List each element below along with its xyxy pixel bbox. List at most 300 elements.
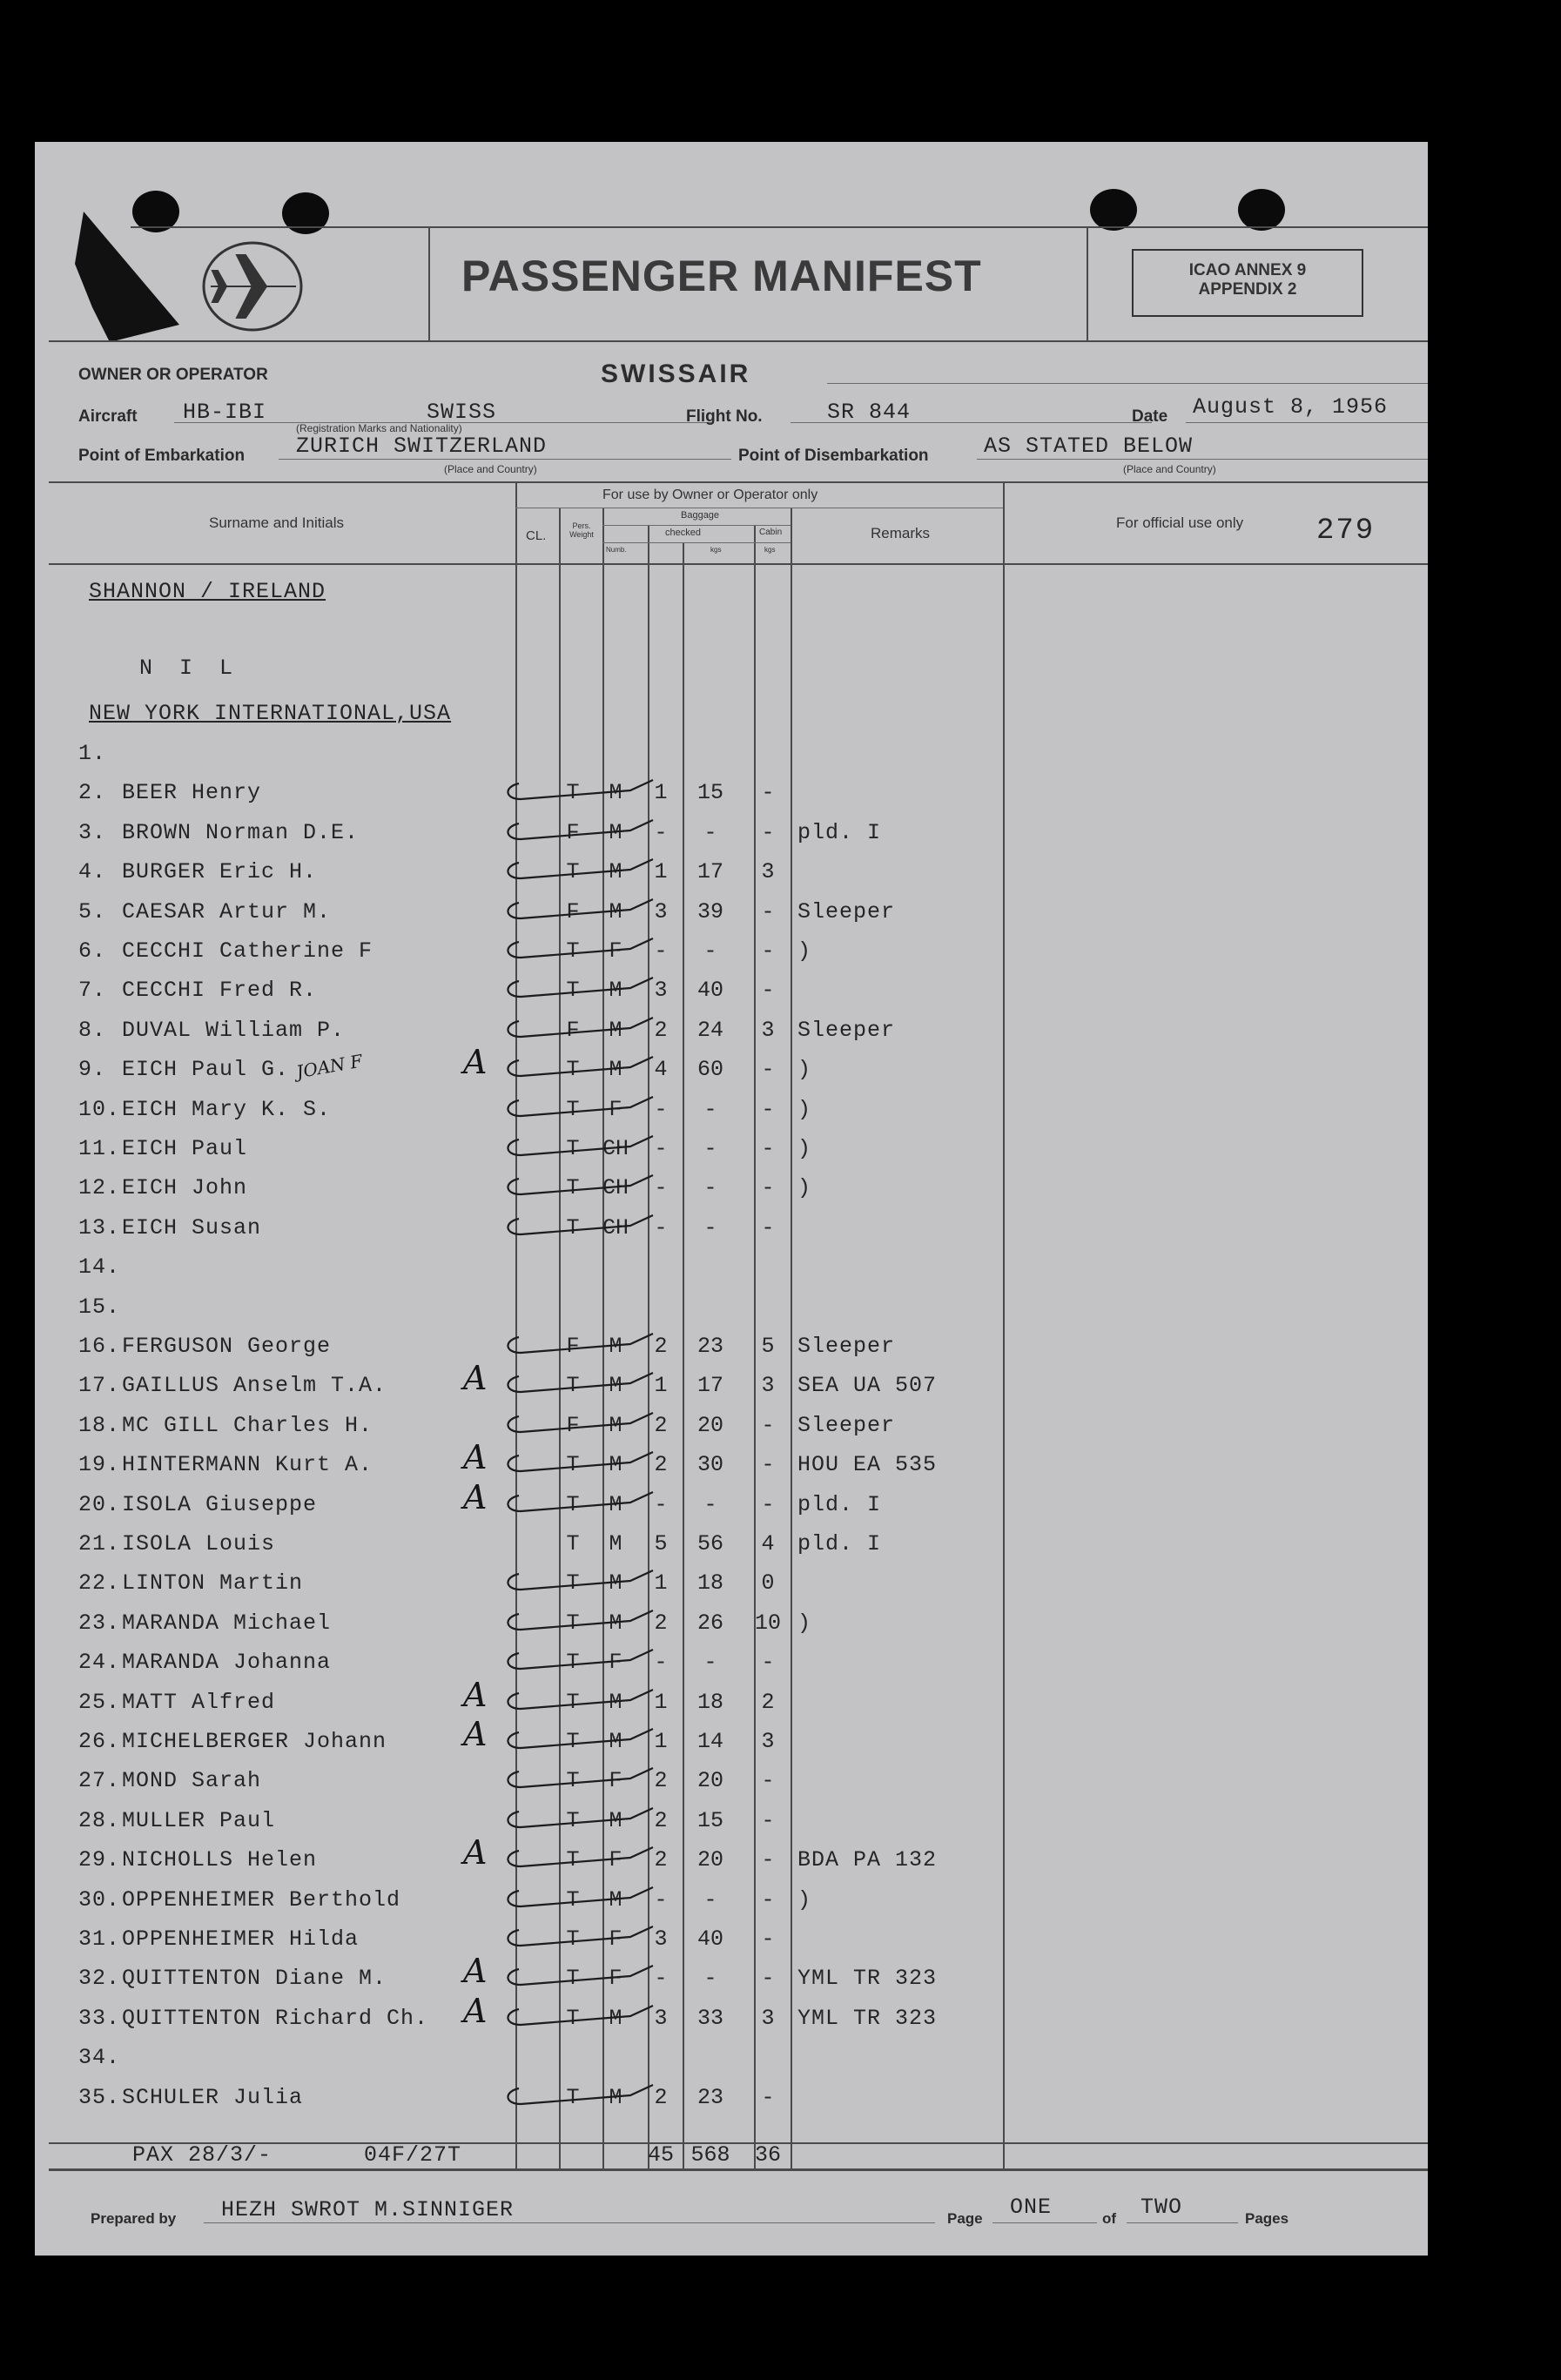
bag-count-cell: 1: [654, 780, 668, 806]
row-number: 23.: [78, 1610, 121, 1636]
cabin-cell: -: [761, 1966, 775, 1992]
bag-kgs-cell: 23: [696, 1334, 723, 1359]
row-number: 22.: [78, 1570, 121, 1597]
pers-weight-cell: M: [609, 1689, 622, 1715]
passenger-name: EICH Paul G.: [122, 1057, 290, 1083]
row-number: 34.: [78, 2045, 121, 2071]
remarks-cell: Sleeper: [797, 1017, 896, 1043]
row-number: 24.: [78, 1650, 121, 1676]
owner-use-header: For use by Owner or Operator only: [602, 487, 818, 502]
icao-annex-box: [1132, 249, 1363, 317]
row-number: 35.: [78, 2084, 121, 2110]
tick-mark-icon: [500, 1921, 656, 1956]
bag-kgs-cell: 17: [696, 1373, 723, 1399]
official-use-header: For official use only: [1116, 514, 1244, 531]
bag-kgs-cell: 18: [696, 1689, 723, 1715]
tick-mark-icon: [500, 1882, 656, 1917]
row-number: 5.: [78, 898, 107, 924]
fill-line: [1186, 422, 1428, 423]
tick-mark-icon: [500, 854, 656, 889]
bag-kgs-cell: -: [703, 1096, 717, 1122]
row-number: 26.: [78, 1729, 121, 1754]
bag-kgs-cell: 33: [696, 2005, 723, 2031]
pers-weight-cell: M: [609, 1057, 622, 1083]
handwritten-correction: JOAN F: [294, 1050, 365, 1083]
row-number: 29.: [78, 1847, 121, 1873]
row-number: 14.: [78, 1254, 121, 1281]
cabin-cell: 3: [761, 1729, 775, 1754]
row-number: 12.: [78, 1175, 121, 1201]
class-cell: T: [566, 938, 580, 964]
bag-kgs-cell: -: [703, 1966, 717, 1992]
tick-mark-icon: [500, 1447, 656, 1482]
bag-count-total: 45: [647, 2142, 674, 2168]
remarks-cell: ): [797, 1886, 812, 1913]
row-number: 1.: [78, 741, 107, 766]
cabin-cell: -: [761, 780, 775, 806]
date-value: August 8, 1956: [1193, 394, 1389, 420]
pers-weight-cell: F: [609, 938, 622, 964]
class-cell: T: [566, 978, 580, 1004]
row-number: 20.: [78, 1491, 121, 1517]
passenger-name: EICH John: [122, 1175, 248, 1201]
row-number: 11.: [78, 1136, 121, 1161]
cabin-cell: -: [761, 1847, 775, 1873]
class-cell: T: [566, 780, 580, 806]
bag-kgs-cell: 24: [696, 1017, 723, 1043]
row-number: 17.: [78, 1373, 121, 1399]
embark-place-note: (Place and Country): [444, 463, 537, 475]
passenger-name: MARANDA Johanna: [122, 1650, 332, 1676]
header-rule: [131, 226, 1428, 228]
official-number: 279: [1316, 514, 1376, 548]
passenger-name: SCHULER Julia: [122, 2084, 304, 2110]
pers-weight-cell: CH: [602, 1214, 629, 1240]
punch-hole: [1238, 189, 1285, 231]
bag-count-cell: 2: [654, 1334, 668, 1359]
baggage-header: Baggage: [681, 510, 720, 521]
prepared-by-label: Prepared by: [91, 2210, 177, 2227]
row-number: 32.: [78, 1966, 121, 1992]
cabin-cell: -: [761, 1886, 775, 1913]
class-cell: T: [566, 1057, 580, 1083]
bag-kgs-cell: 15: [696, 780, 723, 806]
handwritten-a-mark: A: [463, 1991, 488, 2030]
pers-weight-cell: F: [609, 1926, 622, 1952]
bag-count-cell: 2: [654, 1847, 668, 1873]
cabin-cell: -: [761, 1650, 775, 1676]
tick-mark-icon: [500, 1960, 656, 1995]
bag-count-cell: 2: [654, 1807, 668, 1833]
bag-count-cell: 1: [654, 1729, 668, 1754]
section-nil: N I L: [139, 656, 240, 681]
cabin-cell: -: [761, 978, 775, 1004]
passenger-name: MOND Sarah: [122, 1768, 262, 1794]
class-cell: T: [566, 1214, 580, 1240]
pers-weight-cell: CH: [602, 1136, 629, 1161]
bag-kgs-cell: -: [703, 1175, 717, 1201]
bag-kgs-cell: 40: [696, 1926, 723, 1952]
pers-weight-cell: M: [609, 1886, 622, 1913]
passenger-name: BURGER Eric H.: [122, 859, 318, 885]
handwritten-a-mark: A: [463, 1952, 488, 1991]
row-number: 21.: [78, 1531, 121, 1556]
handwritten-a-mark: A: [463, 1043, 488, 1082]
pers-weight-cell: M: [609, 1452, 622, 1478]
bag-count-cell: -: [654, 1650, 668, 1676]
bag-kgs-cell: 40: [696, 978, 723, 1004]
passenger-name: EICH Susan: [122, 1214, 262, 1240]
bag-count-cell: -: [654, 1491, 668, 1517]
tick-mark-icon: [500, 1487, 656, 1522]
pers-weight-cell: M: [609, 1531, 622, 1556]
passenger-name: ISOLA Louis: [122, 1531, 276, 1556]
class-cell: T: [566, 1175, 580, 1201]
handwritten-a-mark: A: [463, 1477, 488, 1516]
class-cell: T: [566, 2084, 580, 2110]
bag-count-cell: -: [654, 1214, 668, 1240]
cabin-cell: 2: [761, 1689, 775, 1715]
passenger-name: LINTON Martin: [122, 1570, 304, 1597]
class-cell: T: [566, 1452, 580, 1478]
table-bottom-rule: [49, 2168, 1428, 2171]
tick-mark-icon: [500, 1724, 656, 1758]
bag-kgs-total: 568: [690, 2142, 730, 2168]
bag-count-cell: -: [654, 819, 668, 845]
header-rule: [49, 340, 1428, 342]
bag-count-cell: 2: [654, 1017, 668, 1043]
passenger-name: BROWN Norman D.E.: [122, 819, 360, 845]
row-number: 4.: [78, 859, 107, 885]
class-cell: T: [566, 1926, 580, 1952]
pers-weight-header: Pers. Weight: [569, 521, 594, 539]
fill-line: [204, 2222, 935, 2223]
bag-kgs-cell: 20: [696, 1412, 723, 1438]
passenger-name: MATT Alfred: [122, 1689, 276, 1715]
pers-weight-cell: M: [609, 1334, 622, 1359]
remarks-cell: pld. I: [797, 819, 882, 845]
embarkation-label: Point of Embarkation: [78, 447, 246, 465]
tick-mark-icon: [500, 1368, 656, 1402]
class-cell: T: [566, 1966, 580, 1992]
pers-weight-cell: M: [609, 2005, 622, 2031]
row-number: 15.: [78, 1294, 121, 1320]
passenger-name: QUITTENTON Diane M.: [122, 1966, 387, 1992]
pers-weight-cell: M: [609, 780, 622, 806]
remarks-cell: pld. I: [797, 1491, 882, 1517]
row-number: 9.: [78, 1057, 107, 1083]
passenger-name: FERGUSON George: [122, 1334, 332, 1359]
remarks-cell: YML TR 323: [797, 1966, 938, 1992]
checked-header: checked: [665, 528, 701, 538]
class-cell: F: [566, 898, 580, 924]
passenger-name: MICHELBERGER Johann: [122, 1729, 387, 1754]
cabin-total: 36: [754, 2142, 781, 2168]
passenger-name: CAESAR Artur M.: [122, 898, 332, 924]
bag-count-cell: 3: [654, 978, 668, 1004]
pers-weight-cell: M: [609, 859, 622, 885]
torn-corner-mark: [75, 212, 188, 342]
prepared-by-value: HEZH SWROT M.SINNIGER: [221, 2197, 515, 2222]
kgs-header: kgs: [710, 546, 722, 554]
cabin-cell: 10: [754, 1610, 781, 1636]
operator-value: SWISSAIR: [601, 360, 751, 388]
remarks-cell: Sleeper: [797, 898, 896, 924]
bag-kgs-cell: 39: [696, 898, 723, 924]
remarks-cell: ): [797, 1136, 812, 1161]
bag-count-cell: 3: [654, 1926, 668, 1952]
passenger-name: ISOLA Giuseppe: [122, 1491, 318, 1517]
table-top-rule: [49, 481, 1428, 483]
pers-weight-cell: F: [609, 1096, 622, 1122]
passenger-name: EICH Mary K. S.: [122, 1096, 332, 1122]
aircraft-value: HB-IBI: [183, 400, 267, 425]
remarks-cell: ): [797, 938, 812, 964]
tick-mark-icon: [500, 1763, 656, 1798]
pers-weight-cell: M: [609, 1017, 622, 1043]
fill-line: [279, 459, 731, 460]
tick-mark-icon: [500, 1408, 656, 1442]
bag-count-cell: 2: [654, 2084, 668, 2110]
bag-kgs-cell: 23: [696, 2084, 723, 2110]
remarks-header: Remarks: [871, 525, 931, 541]
class-cell: T: [566, 1886, 580, 1913]
airplane-logo-icon: [198, 238, 306, 335]
header-divider: [1087, 226, 1088, 340]
class-cell: T: [566, 1491, 580, 1517]
passenger-name: MARANDA Michael: [122, 1610, 332, 1636]
bag-kgs-cell: -: [703, 819, 717, 845]
tick-mark-icon: [500, 972, 656, 1007]
tick-mark-icon: [500, 894, 656, 929]
bag-kgs-cell: 14: [696, 1729, 723, 1754]
pers-weight-cell: M: [609, 1610, 622, 1636]
pers-weight-cell: M: [609, 819, 622, 845]
passenger-name: CECCHI Catherine F: [122, 938, 373, 964]
bag-count-cell: 2: [654, 1768, 668, 1794]
remarks-cell: Sleeper: [797, 1412, 896, 1438]
passenger-name: BEER Henry: [122, 780, 262, 806]
cabin-kgs-header: kgs: [764, 546, 776, 554]
bag-kgs-cell: -: [703, 938, 717, 964]
class-cell: T: [566, 1689, 580, 1715]
table-header-rule: [49, 563, 1428, 565]
pers-weight-cell: F: [609, 1650, 622, 1676]
pers-weight-cell: F: [609, 1847, 622, 1873]
row-number: 3.: [78, 819, 107, 845]
fill-line: [977, 459, 1428, 460]
bag-kgs-cell: 17: [696, 859, 723, 885]
class-cell: F: [566, 1412, 580, 1438]
pers-weight-cell: M: [609, 1491, 622, 1517]
tick-mark-icon: [500, 1842, 656, 1877]
header-divider: [428, 226, 430, 340]
flight-no-label: Flight No.: [686, 407, 763, 426]
pers-weight-cell: M: [609, 1373, 622, 1399]
class-cell: T: [566, 2005, 580, 2031]
class-cell: T: [566, 1729, 580, 1754]
cabin-cell: -: [761, 1807, 775, 1833]
pers-weight-cell: M: [609, 898, 622, 924]
row-number: 6.: [78, 938, 107, 964]
class-cell: T: [566, 1531, 580, 1556]
cabin-cell: -: [761, 1175, 775, 1201]
bag-count-cell: -: [654, 1966, 668, 1992]
of-label: of: [1102, 2210, 1117, 2227]
icao-annex-line2: APPENDIX 2: [1198, 280, 1297, 299]
bag-kgs-cell: 30: [696, 1452, 723, 1478]
subheader-rule: [602, 525, 791, 526]
cabin-cell: -: [761, 938, 775, 964]
aircraft-label: Aircraft: [78, 407, 138, 426]
cabin-cell: 3: [761, 859, 775, 885]
section-shannon: SHANNON / IRELAND: [89, 579, 326, 604]
pers-weight-cell: F: [609, 1966, 622, 1992]
cabin-cell: 3: [761, 1017, 775, 1043]
row-number: 16.: [78, 1334, 121, 1359]
remarks-cell: SEA UA 507: [797, 1373, 938, 1399]
registration-note: (Registration Marks and Nationality): [296, 422, 462, 434]
tick-mark-icon: [500, 933, 656, 968]
pers-weight-cell: F: [609, 1768, 622, 1794]
tick-mark-icon: [500, 1131, 656, 1166]
cabin-cell: 5: [761, 1334, 775, 1359]
bag-count-cell: -: [654, 1175, 668, 1201]
pers-weight-cell: M: [609, 1570, 622, 1597]
pers-weight-cell: M: [609, 1412, 622, 1438]
bag-kgs-cell: 26: [696, 1610, 723, 1636]
bag-count-cell: -: [654, 1886, 668, 1913]
passenger-name: QUITTENTON Richard Ch.: [122, 2005, 429, 2031]
row-number: 33.: [78, 2005, 121, 2031]
passenger-name: CECCHI Fred R.: [122, 978, 318, 1004]
cabin-cell: 3: [761, 1373, 775, 1399]
handwritten-a-mark: A: [463, 1359, 488, 1398]
bag-kgs-cell: 20: [696, 1847, 723, 1873]
col-divider: [1003, 481, 1005, 2168]
remarks-cell: pld. I: [797, 1531, 882, 1556]
cabin-cell: -: [761, 1057, 775, 1083]
class-cell: T: [566, 1373, 580, 1399]
section-new-york: NEW YORK INTERNATIONAL,USA: [89, 701, 452, 726]
row-number: 18.: [78, 1412, 121, 1438]
cabin-cell: -: [761, 1452, 775, 1478]
passenger-name: MULLER Paul: [122, 1807, 276, 1833]
class-cell: T: [566, 1096, 580, 1122]
remarks-cell: ): [797, 1096, 812, 1122]
punch-hole: [1090, 189, 1137, 231]
disembarkation-value: AS STATED BELOW: [984, 434, 1194, 459]
page-value: ONE: [1010, 2195, 1053, 2220]
passenger-name: OPPENHEIMER Hilda: [122, 1926, 360, 1952]
bag-count-cell: 3: [654, 2005, 668, 2031]
class-cell: T: [566, 1136, 580, 1161]
passenger-name: GAILLUS Anselm T.A.: [122, 1373, 387, 1399]
bag-count-cell: 1: [654, 1570, 668, 1597]
cabin-cell: 4: [761, 1531, 775, 1556]
tick-mark-icon: [500, 1012, 656, 1047]
bag-count-cell: 1: [654, 1689, 668, 1715]
bag-kgs-cell: 60: [696, 1057, 723, 1083]
class-cell: T: [566, 1570, 580, 1597]
class-cell: F: [566, 1017, 580, 1043]
tick-mark-icon: [500, 1684, 656, 1719]
class-total: 04F/27T: [364, 2142, 462, 2168]
handwritten-a-mark: A: [463, 1438, 488, 1477]
row-number: 2.: [78, 780, 107, 806]
cabin-cell: -: [761, 1926, 775, 1952]
tick-mark-icon: [500, 1565, 656, 1600]
row-number: 7.: [78, 978, 107, 1004]
row-number: 19.: [78, 1452, 121, 1478]
bag-count-cell: -: [654, 938, 668, 964]
bag-kgs-cell: -: [703, 1491, 717, 1517]
pages-label: Pages: [1245, 2210, 1289, 2227]
tick-mark-icon: [500, 1644, 656, 1679]
cabin-cell: -: [761, 1214, 775, 1240]
remarks-cell: YML TR 323: [797, 2005, 938, 2031]
fill-line: [1127, 2222, 1238, 2223]
tick-mark-icon: [500, 1605, 656, 1640]
bag-kgs-cell: 15: [696, 1807, 723, 1833]
owner-label: OWNER OR OPERATOR: [78, 366, 268, 384]
passenger-name: NICHOLLS Helen: [122, 1847, 318, 1873]
bag-count-cell: 2: [654, 1610, 668, 1636]
bag-count-cell: 1: [654, 859, 668, 885]
cabin-cell: -: [761, 1096, 775, 1122]
page-label: Page: [947, 2210, 983, 2227]
pers-weight-cell: M: [609, 1807, 622, 1833]
row-number: 27.: [78, 1768, 121, 1794]
subheader-rule: [602, 542, 791, 543]
embarkation-value: ZURICH SWITZERLAND: [296, 434, 548, 459]
class-header: CL.: [526, 528, 547, 543]
class-cell: T: [566, 859, 580, 885]
class-cell: T: [566, 1610, 580, 1636]
handwritten-a-mark: A: [463, 1675, 488, 1714]
nationality-value: SWISS: [427, 400, 497, 425]
fill-line: [174, 422, 714, 423]
bag-count-cell: -: [654, 1136, 668, 1161]
tick-mark-icon: [500, 815, 656, 850]
remarks-cell: ): [797, 1175, 812, 1201]
cabin-cell: -: [761, 898, 775, 924]
cabin-cell: -: [761, 2084, 775, 2110]
passenger-name: EICH Paul: [122, 1136, 248, 1161]
tick-mark-icon: [500, 1210, 656, 1245]
cabin-header: Cabin: [759, 528, 783, 537]
icao-annex-line1: ICAO ANNEX 9: [1188, 261, 1307, 279]
bag-kgs-cell: -: [703, 1886, 717, 1913]
cabin-cell: -: [761, 819, 775, 845]
pers-weight-cell: M: [609, 978, 622, 1004]
remarks-cell: ): [797, 1057, 812, 1083]
fill-line: [992, 2222, 1097, 2223]
bag-count-cell: 2: [654, 1452, 668, 1478]
tick-mark-icon: [500, 1052, 656, 1086]
numb-header: Numb.: [606, 546, 627, 554]
fill-line: [827, 383, 1428, 384]
class-cell: T: [566, 1847, 580, 1873]
class-cell: F: [566, 819, 580, 845]
disembark-place-note: (Place and Country): [1123, 463, 1216, 475]
bag-count-cell: 5: [654, 1531, 668, 1556]
tick-mark-icon: [500, 2000, 656, 2035]
bag-count-cell: -: [654, 1096, 668, 1122]
bag-count-cell: 3: [654, 898, 668, 924]
handwritten-a-mark: A: [463, 1715, 488, 1753]
passenger-name: OPPENHEIMER Berthold: [122, 1886, 401, 1913]
